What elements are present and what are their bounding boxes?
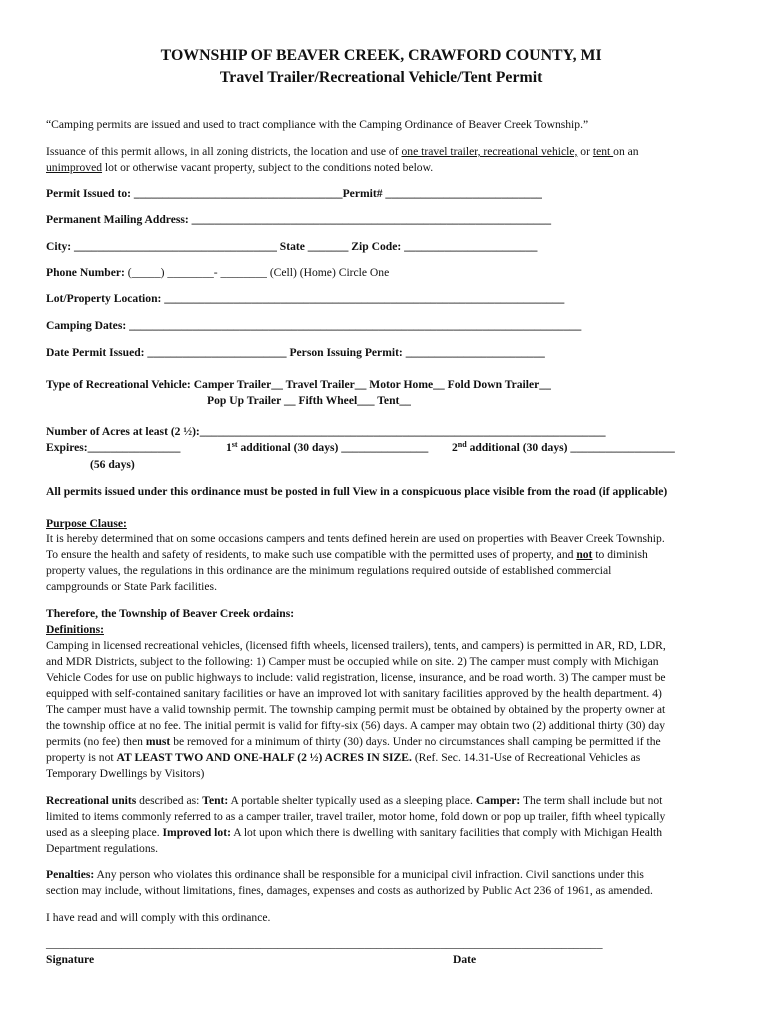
second-additional-field[interactable] bbox=[452, 440, 675, 456]
definitions-line bbox=[46, 750, 640, 766]
penalties-text: Any person who violates this ordinance shall be responsible for a municipal civil infraction. Civil sanctions under this bbox=[94, 868, 644, 881]
definitions-text: property is not bbox=[46, 751, 117, 764]
issuance-line-1 bbox=[46, 144, 639, 160]
page-title: TOWNSHIP OF BEAVER CREEK, CRAWFORD COUNTY, MI bbox=[160, 47, 602, 64]
vehicle-type-line-2[interactable]: Pop Up Trailer __ Fifth Wheel___ Tent__ bbox=[207, 394, 411, 407]
definitions-line: Vehicle Codes for use on public highways to include: valid registration, license, insurance, and be road worth. 3) The camper must be bbox=[46, 671, 666, 684]
definitions-text: permits (no fee) then bbox=[46, 735, 146, 748]
purpose-line bbox=[46, 547, 648, 563]
issuance-text: on an bbox=[613, 145, 639, 158]
intro-quote: “Camping permits are issued and used to tract compliance with the Camping Ordinance of Beaver Creek Township.” bbox=[46, 118, 589, 131]
definitions-line bbox=[46, 734, 661, 750]
permit-issued-to-field[interactable]: Permit Issued to: ____________________________________Permit# ___________________________ bbox=[46, 187, 542, 200]
definitions-line: Temporary Dwellings by Visitors) bbox=[46, 767, 205, 780]
date-issued-field[interactable]: Date Permit Issued: ________________________ Person Issuing Permit: ________________________ bbox=[46, 346, 545, 359]
definitions-line: the township office at no fee. The initial permit is valid for fifty-six (56) days. A camper may obtain two (2) additional thirty (30) day bbox=[46, 719, 666, 732]
recreational-term: Camper: bbox=[475, 794, 521, 807]
agreement-statement: I have read and will comply with this ordinance. bbox=[46, 911, 271, 924]
page-subtitle: Travel Trailer/Recreational Vehicle/Tent Permit bbox=[219, 69, 543, 86]
recreational-line: limited to items commonly referred to as a camper trailer, travel trailer, motor home, fold down or pop up trailer, fifth wheel typically bbox=[46, 810, 666, 823]
first-additional-field[interactable] bbox=[226, 440, 428, 456]
purpose-emphasis: not bbox=[576, 548, 593, 561]
first-sup: st bbox=[231, 440, 238, 449]
issuance-line-2 bbox=[46, 160, 433, 176]
ordains-heading: Therefore, the Township of Beaver Creek ordains: bbox=[46, 607, 295, 620]
signature-label: Signature bbox=[46, 953, 95, 966]
camping-dates-field[interactable]: Camping Dates: ______________________________________________________________________________ bbox=[46, 319, 582, 332]
definitions-line: and MDR Districts, subject to the following: 1) Camper must be occupied while on site. 2) The camper must comply with Michigan bbox=[46, 655, 659, 668]
definitions-emphasis: AT LEAST TWO AND ONE-HALF (2 ½) ACRES IN SIZE. bbox=[116, 751, 412, 764]
issuance-underlined: tent bbox=[592, 145, 614, 158]
second-rest: additional (30 days) __________________ bbox=[466, 441, 675, 454]
phone-number-field[interactable] bbox=[46, 265, 389, 281]
mailing-address-field[interactable]: Permanent Mailing Address: ______________________________________________________________ bbox=[46, 213, 552, 226]
purpose-line: property values, the regulations in this ordinance are the minimum regulations required outside of established commercial bbox=[46, 564, 612, 577]
penalties-label: Penalties: bbox=[46, 868, 95, 881]
definitions-text: (Ref. Sec. 14.31-Use of Recreational Vehicles as bbox=[411, 751, 641, 764]
issuance-underlined: unimproved bbox=[46, 161, 103, 174]
recreational-line bbox=[46, 825, 662, 841]
penalties-line: section may include, without limitations, fines, damages, expenses and costs as authorized by Public Act 236 of 1961, as amended. bbox=[46, 884, 653, 897]
vehicle-type-line-1[interactable]: Type of Recreational Vehicle: Camper Trailer__ Travel Trailer__ Motor Home__ Fold Down Trailer__ bbox=[46, 378, 551, 391]
phone-label: Phone Number: bbox=[46, 266, 125, 279]
acres-field[interactable]: Number of Acres at least (2 ½):______________________________________________________________________ bbox=[46, 425, 606, 438]
recreational-text: The term shall include but not bbox=[520, 794, 663, 807]
issuance-text: lot or otherwise vacant property, subject to the conditions noted below. bbox=[102, 161, 434, 174]
recreational-term: Recreational units bbox=[46, 794, 137, 807]
second-num: 2 bbox=[452, 441, 458, 454]
recreational-text: used as a sleeping place. bbox=[46, 826, 163, 839]
issuance-text: Issuance of this permit allows, in all zoning districts, the location and use of bbox=[46, 145, 402, 158]
first-num: 1 bbox=[226, 441, 232, 454]
recreational-term: Tent: bbox=[202, 794, 229, 807]
definitions-text: be removed for a minimum of thirty (30) days. Under no circumstances shall camping be permitted if the bbox=[170, 735, 661, 748]
purpose-text: to diminish bbox=[592, 548, 648, 561]
expires-field[interactable]: Expires:________________ bbox=[46, 441, 181, 454]
definitions-line: The camper must have a valid township permit. The township camping permit must be obtained by obtained by the property owner at bbox=[46, 703, 666, 716]
purpose-text: To ensure the health and safety of residents, to make such use compatible with the permitted uses of property, and bbox=[46, 548, 577, 561]
issuance-underlined: one travel trailer, recreational vehicle, bbox=[401, 145, 578, 158]
recreational-text: A portable shelter typically used as a sleeping place. bbox=[228, 794, 476, 807]
recreational-term: Improved lot: bbox=[162, 826, 231, 839]
date-label: Date bbox=[453, 953, 477, 966]
recreational-line: Department regulations. bbox=[46, 842, 159, 855]
phone-blanks[interactable]: (_____) ________- ________ (Cell) (Home) Circle One bbox=[124, 266, 390, 279]
purpose-line: It is hereby determined that on some occasions campers and tents defined herein are used on properties with Beaver Creek Township. bbox=[46, 532, 665, 545]
definitions-line: equipped with self-contained sanitary facilities or have an improved lot with sanitary facilities approved by the health department. 4) bbox=[46, 687, 662, 700]
recreational-text: A lot upon which there is dwelling with sanitary facilities that comply with Michigan Health bbox=[230, 826, 663, 839]
issuance-text: or bbox=[577, 145, 593, 158]
purpose-heading: Purpose Clause: bbox=[46, 517, 127, 530]
purpose-line: campgrounds or State Park facilities. bbox=[46, 580, 217, 593]
signature-line[interactable]: ________________________________________________________________________________________________ bbox=[46, 937, 603, 950]
definitions-emphasis: must bbox=[145, 735, 171, 748]
penalties-line bbox=[46, 867, 644, 883]
posted-notice: All permits issued under this ordinance must be posted in full View in a conspicuous place visible from the road (if applicable) bbox=[46, 485, 668, 498]
lot-location-field[interactable]: Lot/Property Location: _____________________________________________________________________ bbox=[46, 292, 565, 305]
recreational-line bbox=[46, 793, 662, 809]
expires-days-note: (56 days) bbox=[90, 458, 135, 471]
definitions-line: Camping in licensed recreational vehicles, (licensed fifth wheels, licensed trailers), tents, and campers) is permitted in AR, RD, LDR, bbox=[46, 639, 666, 652]
first-rest: additional (30 days) _______________ bbox=[237, 441, 429, 454]
recreational-text: described as: bbox=[136, 794, 203, 807]
definitions-heading: Definitions: bbox=[46, 623, 104, 636]
city-state-zip-field[interactable]: City: ___________________________________ State _______ Zip Code: _______________________ bbox=[46, 240, 538, 253]
second-sup: nd bbox=[457, 440, 467, 449]
